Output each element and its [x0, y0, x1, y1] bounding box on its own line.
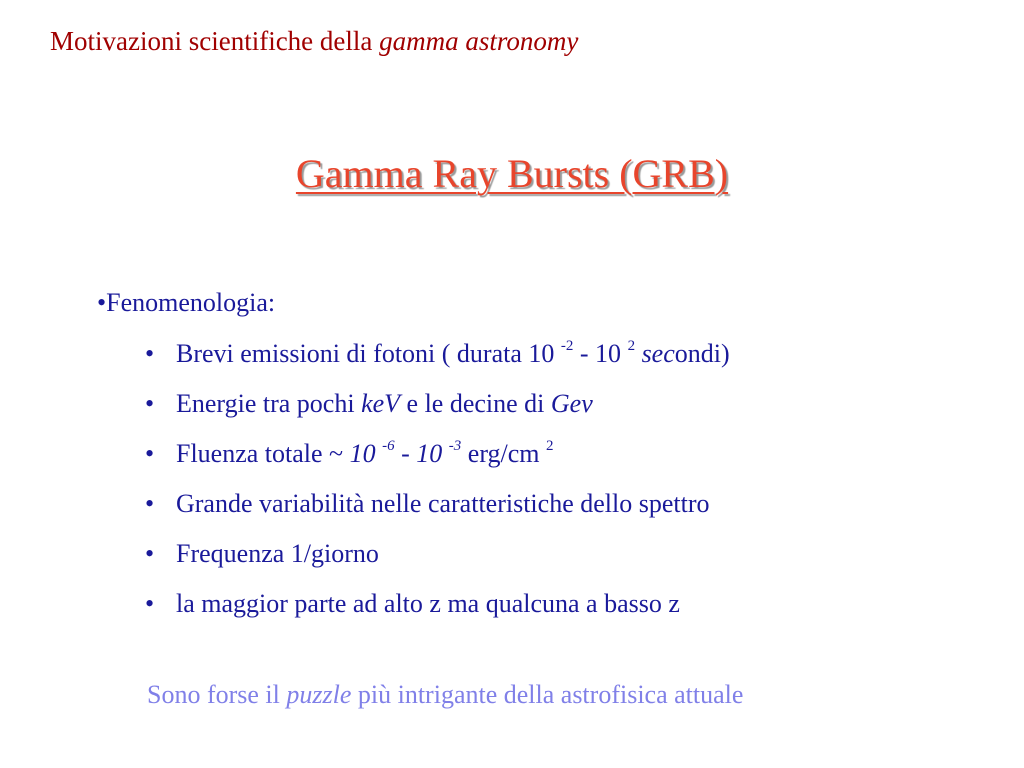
bullet-item: [145, 536, 730, 586]
bullet-item: [145, 436, 730, 486]
bullet-text: - 10: [573, 339, 628, 368]
bullet-text: ondi): [674, 339, 730, 368]
bullet-text: la maggior parte ad alto z ma qualcuna a basso z: [176, 589, 680, 618]
closing-remark-italic: puzzle: [286, 680, 352, 709]
bullet-dot-icon: •: [145, 339, 155, 368]
bullet-list: [145, 336, 730, 636]
bullet-text: sec: [641, 339, 675, 368]
closing-remark: [147, 680, 743, 710]
bullet-superscript: 2: [546, 438, 554, 454]
bullet-text: Brevi emissioni di fotoni ( durata 10: [176, 339, 561, 368]
bullet-dot-icon: •: [145, 539, 155, 568]
bullet-text: 10: [416, 439, 449, 468]
bullet-text: keV: [361, 389, 401, 418]
bullet-item: [145, 586, 730, 636]
slide-header: [50, 26, 578, 57]
bullet-dot-icon: •: [145, 589, 155, 618]
header-italic: gamma astronomy: [379, 26, 579, 56]
bullet-superscript: -2: [560, 338, 574, 354]
bullet-text: 10: [349, 439, 383, 468]
bullet-text: Grande variabilità nelle caratteristiche dello spettro: [176, 489, 710, 518]
slide-title: Gamma Ray Bursts (GRB): [295, 151, 729, 196]
bullet-dot-icon: •: [145, 439, 155, 468]
bullet-item: [145, 486, 730, 536]
bullet-text: Gev: [550, 389, 593, 418]
bullet-text: erg/cm: [461, 439, 547, 468]
header-prefix: Motivazioni scientifiche della: [50, 26, 373, 56]
bullet-text: e le decine di: [400, 389, 551, 418]
bullet-text: -: [394, 439, 417, 468]
closing-remark-after: più intrigante della astrofisica attuale: [351, 680, 744, 709]
bullet-superscript: 2: [627, 338, 636, 354]
section-heading: •Fenomenologia:: [97, 288, 276, 317]
bullet-item: [145, 386, 730, 436]
bullet-text: Energie tra pochi: [176, 389, 362, 418]
bullet-superscript: -3: [448, 438, 462, 454]
bullet-dot-icon: •: [145, 389, 155, 418]
closing-remark-before: Sono forse il: [147, 680, 287, 709]
bullet-text: Frequenza 1/giorno: [176, 539, 379, 568]
bullet-item: [145, 336, 730, 386]
bullet-dot-icon: •: [145, 489, 155, 518]
bullet-superscript: -6: [382, 438, 395, 454]
bullet-text: Fluenza totale ~: [176, 439, 350, 468]
